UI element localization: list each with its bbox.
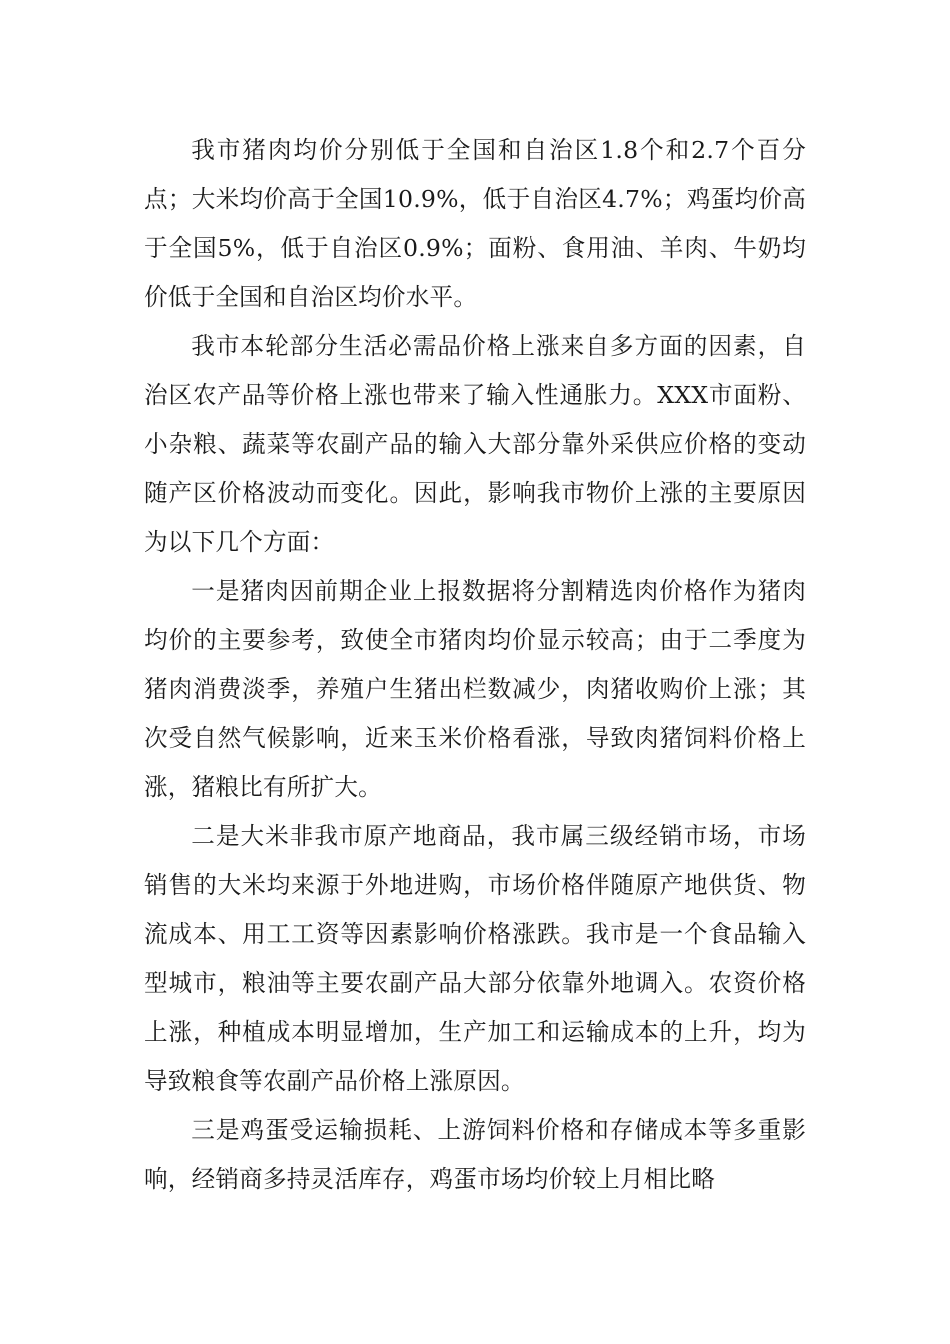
paragraph-price-factors: 我市本轮部分生活必需品价格上涨来自多方面的因素，自治区农产品等价格上涨也带来了输入性通胀力。XXX市面粉、小杂粮、蔬菜等农副产品的输入大部分靠外采供应价格的变动随产区价格波动而变化。因此，影响我市物价上涨的主要原因为以下几个方面：	[144, 332, 806, 556]
document-body	[144, 126, 806, 1204]
paragraph-rice-reason: 二是大米非我市原产地商品，我市属三级经销市场，市场销售的大米均来源于外地进购，市场价格伴随原产地供货、物流成本、用工工资等因素影响价格涨跌。我市是一个食品输入型城市，粮油等主要农副产品大部分依靠外地调入。农资价格上涨，种植成本明显增加，生产加工和运输成本的上升，均为导致粮食等农副产品价格上涨原因。	[144, 822, 806, 1095]
paragraph-egg-reason: 三是鸡蛋受运输损耗、上游饲料价格和存储成本等多重影响，经销商多持灵活库存，鸡蛋市场均价较上月相比略	[144, 1116, 806, 1193]
paragraph-price-comparison: 我市猪肉均价分别低于全国和自治区1.8个和2.7个百分点；大米均价高于全国10.9%，低于自治区4.7%；鸡蛋均价高于全国5%，低于自治区0.9%；面粉、食用油、羊肉、牛奶均价低于全国和自治区均价水平。	[144, 136, 806, 311]
paragraph-pork-reason: 一是猪肉因前期企业上报数据将分割精选肉价格作为猪肉均价的主要参考，致使全市猪肉均价显示较高；由于二季度为猪肉消费淡季，养殖户生猪出栏数减少，肉猪收购价上涨；其次受自然气候影响，近来玉米价格看涨，导致肉猪饲料价格上涨，猪粮比有所扩大。	[144, 577, 806, 801]
